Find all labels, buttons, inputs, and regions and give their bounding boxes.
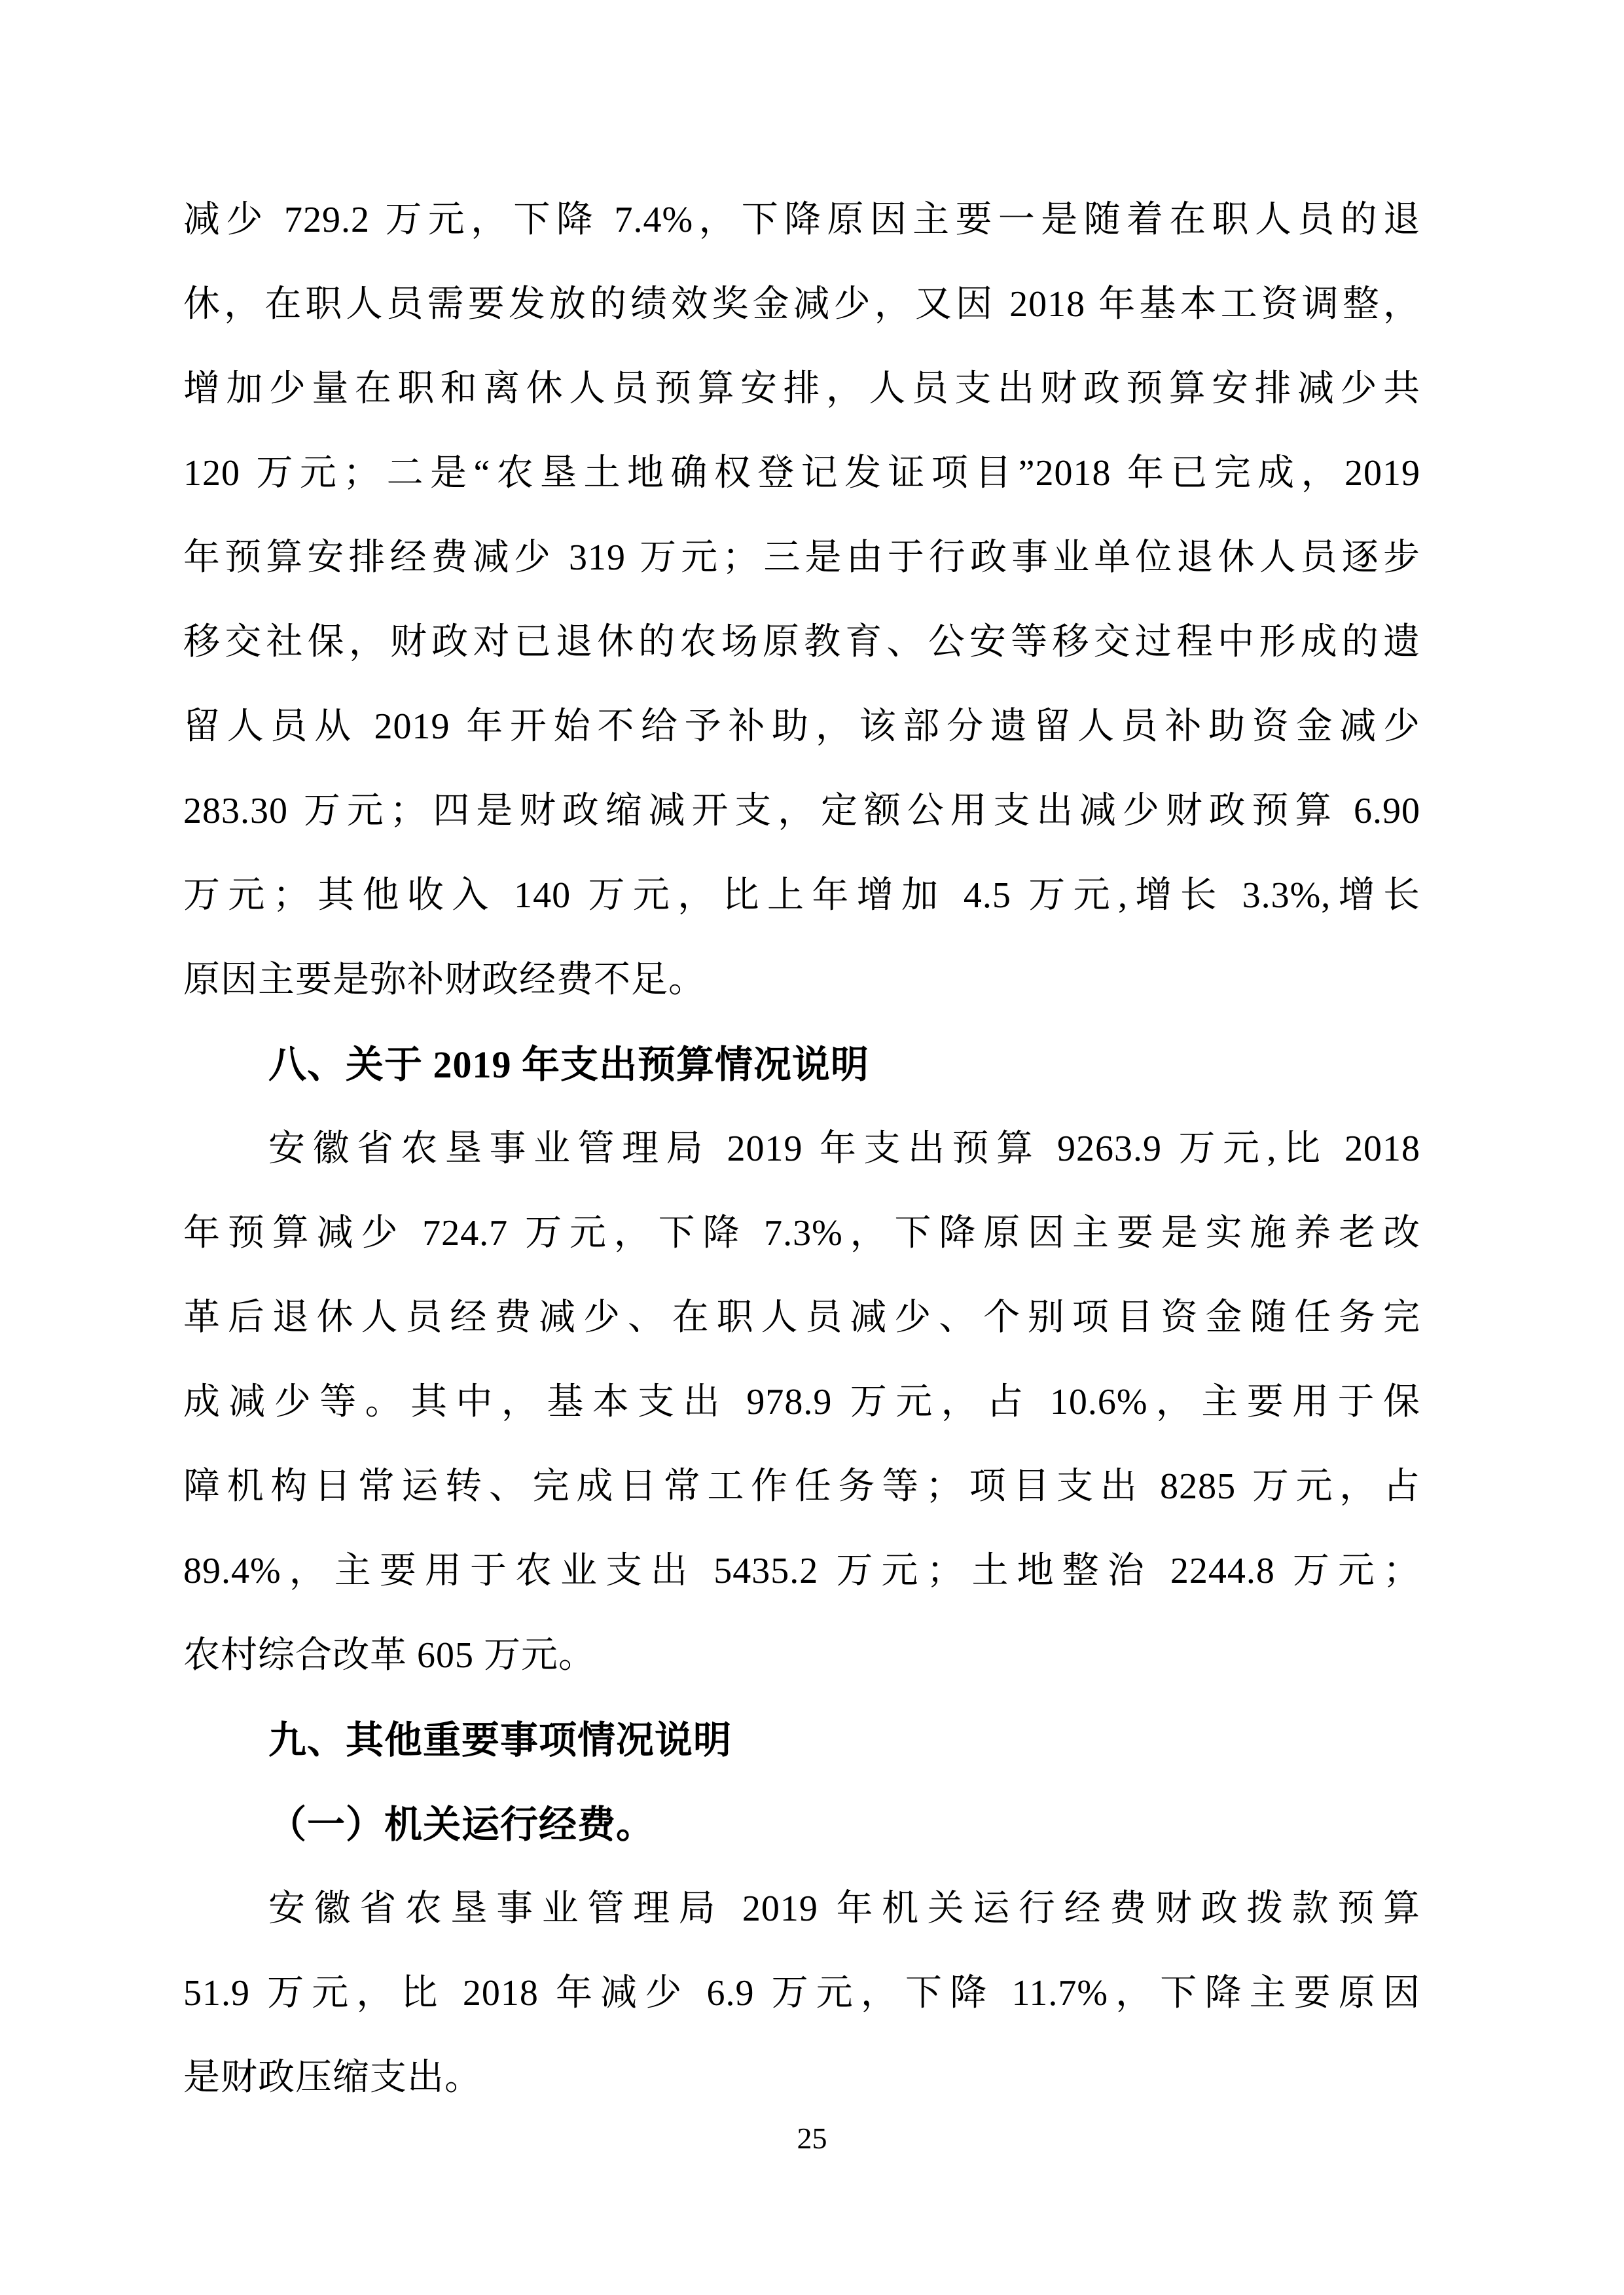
paragraph-first-line: 安徽省农垦事业管理局 2019 年支出预算 9263.9 万元,比 2018 [268,1129,1420,1169]
paragraph-first-line: 安徽省农垦事业管理局 2019 年机关运行经费财政拨款预算 [268,1888,1420,1929]
paragraph-last-line: 是财政压缩支出。 [183,2057,482,2098]
text-line: 年预算减少 724.7 万元，下降 7.3%，下降原因主要是实施养老改 [183,1213,1420,1254]
text-line: 283.30 万元；四是财政缩减开支，定额公用支出减少财政预算 6.90 [183,791,1420,831]
text-line: 万元；其他收入 140 万元，比上年增加 4.5 万元,增长 3.3%,增长 [183,875,1420,916]
text-line: 障机构日常运转、完成日常工作任务等；项目支出 8285 万元，占 [183,1466,1420,1507]
text-line: 年预算安排经费减少 319 万元；三是由于行政事业单位退休人员逐步 [183,537,1420,578]
text-line: 留人员从 2019 年开始不给予补助，该部分遗留人员补助资金减少 [183,706,1420,747]
paragraph-last-line: 原因主要是弥补财政经费不足。 [183,960,706,1000]
text-line: 减少 729.2 万元，下降 7.4%，下降原因主要一是随着在职人员的退 [183,200,1420,240]
text-line: 51.9 万元，比 2018 年减少 6.9 万元，下降 11.7%，下降主要原因 [183,1973,1420,2014]
heading-section-9: 九、其他重要事项情况说明 [268,1719,732,1762]
page-number: 25 [797,2122,827,2155]
text-line: 革后退休人员经费减少、在职人员减少、个别项目资金随任务完 [183,1297,1420,1338]
paragraph-last-line: 农村综合改革 605 万元。 [183,1635,596,1676]
text-line: 成减少等。其中，基本支出 978.9 万元，占 10.6%，主要用于保 [183,1382,1420,1422]
text-line: 89.4%，主要用于农业支出 5435.2 万元；土地整治 2244.8 万元； [183,1551,1420,1591]
text-line: 120 万元；二是“农垦土地确权登记发证项目”2018 年已完成，2019 [183,453,1420,494]
heading-subsection-1: （一）机关运行经费。 [268,1803,655,1846]
text-line: 休，在职人员需要发放的绩效奖金减少，又因 2018 年基本工资调整， [183,284,1421,325]
text-line: 移交社保，财政对已退休的农场原教育、公安等移交过程中形成的遗 [183,622,1420,662]
text-line: 增加少量在职和离休人员预算安排，人员支出财政预算安排减少共 [183,369,1420,409]
document-body [183,178,1420,2120]
heading-section-8: 八、关于 2019 年支出预算情况说明 [268,1043,870,1086]
